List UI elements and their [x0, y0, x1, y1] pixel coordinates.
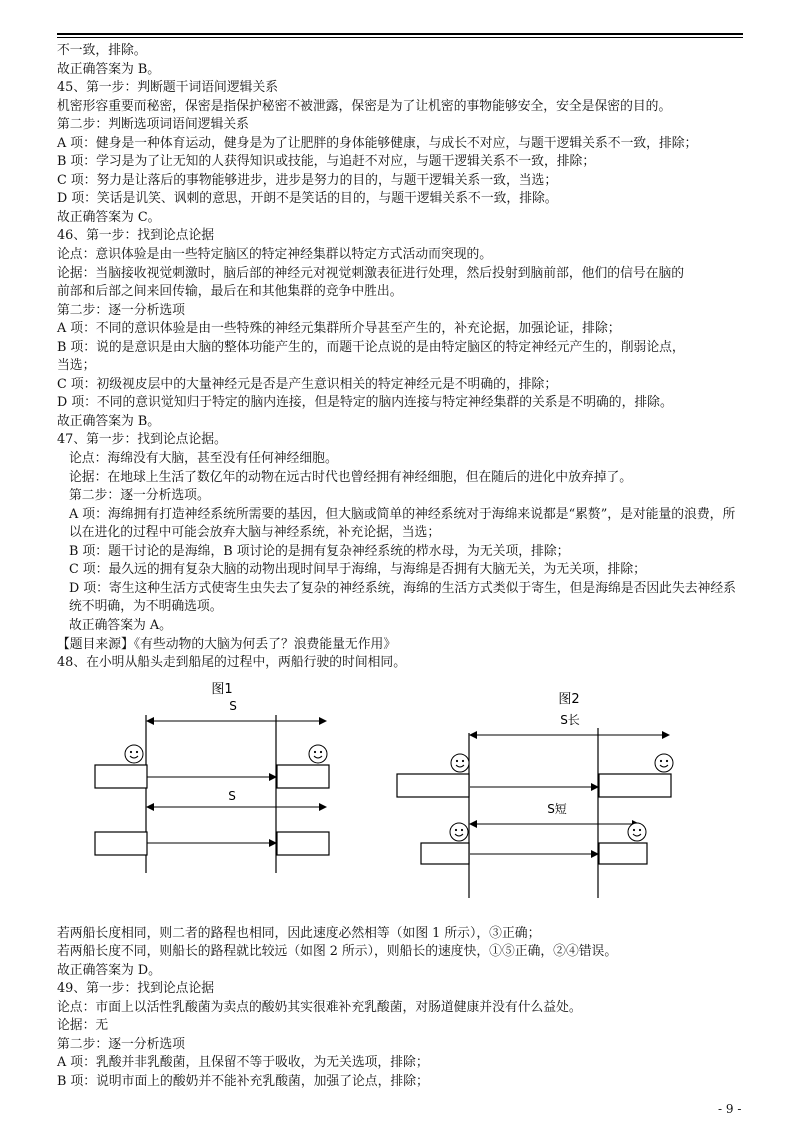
fig2-long-boat-end: [599, 774, 671, 797]
text-line: C 项：最久远的拥有复杂大脑的动物出现时间早于海绵，与海绵是否拥有大脑无关，为无关项，排除；: [69, 562, 646, 578]
fig2-label-s-long: S长: [560, 712, 580, 727]
text-block-q47-options: [57, 543, 745, 580]
text-line: 机密形容重要而秘密，保密是指保护秘密不被泄露，保密是为了让机密的事物能够安全，安全是保密的目的。: [57, 98, 672, 114]
text-line: B 项：说明市面上的酸奶并不能补充乳酸菌，加强了论点，排除；: [57, 1073, 429, 1089]
fig2-smiley-long-end: [655, 754, 673, 772]
text-line: 论据：在地球上生活了数亿年的动物在远古时代也曾经拥有神经细胞，但在随后的进化中放弃掉了。: [69, 469, 633, 485]
figure-1-title: 图1: [211, 681, 233, 697]
text-line: 若两船长度不同，则船长的路程就比较远（如图 2 所示），则船长的速度快，①⑤正确，②④错误。: [57, 944, 618, 960]
fig2-long-boat-start: [397, 774, 469, 797]
text-line: 论点：意识体验是由一些特定脑区的特定神经集群以特定方式活动而突现的。: [57, 247, 493, 263]
text-line: 故正确答案为 D。: [57, 962, 161, 978]
header-rule-thin: [57, 37, 743, 38]
text-line: 前部和后部之间来回传输，最后在和其他集群的竞争中胜出。: [57, 284, 403, 300]
fig2-short-boat-end: [599, 843, 647, 864]
text-line: 47、第一步：找到论点论据。: [57, 432, 227, 448]
text-block-top: [57, 42, 745, 450]
source-line: 【题目来源】《有些动物的大脑为何丢了？浪费能量无作用》: [57, 636, 397, 652]
fig1-label-s-bottom: S: [228, 788, 236, 803]
text-line: 论点：市面上以活性乳酸菌为卖点的酸奶其实很难补充乳酸菌，对肠道健康并没有什么益处。: [57, 999, 582, 1015]
fig2-label-s-short: S短: [547, 801, 567, 816]
text-line: A 项：乳酸并非乳酸菌，且保留不等于吸收，为无关选项，排除；: [57, 1055, 429, 1071]
text-line: 46、第一步：找到论点论据: [57, 228, 215, 244]
option-d-paragraph: D 项：寄生这种生活方式使寄生虫失去了复杂的神经系统，海绵的生活方式类似于寄生，但是海绵是否因此失去神经系统不明确，为不明确选项。: [69, 580, 736, 615]
fig1-smiley-end: [309, 745, 327, 763]
header-rule-thick: [57, 33, 743, 35]
text-line: A 项：不同的意识体验是由一些特殊的神经元集群所介导甚至产生的，补充论据，加强论证，排除；: [57, 321, 621, 337]
text-line: C 项：初级视皮层中的大量神经元是否是产生意识相关的特定神经元是不明确的，排除；: [57, 376, 558, 392]
boat-diagram: [57, 673, 745, 925]
text-line: 故正确答案为 B。: [57, 413, 161, 429]
fig1-label-s-top: S: [229, 698, 237, 713]
figure-2-title: 图2: [558, 691, 580, 707]
figure-2: [397, 692, 673, 898]
fig1-boat-b-end: [277, 832, 329, 855]
text-line: 第二步：逐一分析选项。: [69, 488, 210, 504]
text-line: 若两船长度相同，则二者的路程也相同，因此速度必然相等（如图 1 所示），③正确；: [57, 925, 541, 941]
text-line: B 项：说的是意识是由大脑的整体功能产生的，而题干论点说的是由特定脑区的特定神经元产生的，削弱论点，: [57, 339, 685, 355]
text-block-q47-indented: [57, 450, 745, 506]
text-line: 49、第一步：找到论点论据: [57, 981, 215, 997]
page-number: - 9 -: [718, 1102, 742, 1116]
text-line: A 项：健身是一种体育运动，健身是为了让肥胖的身体能够健康，与成长不对应，与题干逻辑关系不一致，排除；: [57, 135, 698, 151]
q48-intro: 48、在小明从船头走到船尾的过程中，两船行驶的时间相同。: [57, 655, 407, 671]
text-line: 论点：海绵没有大脑，甚至没有任何神经细胞。: [69, 451, 338, 467]
fig1-boat-a-start: [95, 765, 147, 788]
fig2-smiley-long-start: [451, 754, 469, 772]
option-a-paragraph: A 项：海绵拥有打造神经系统所需要的基因，但大脑或简单的神经系统对于海绵来说都是“累赘”，是对能量的浪费，所以在进化的过程中可能会放弃大脑与神经系统，补充论据，当选；: [69, 506, 736, 541]
answer-47: 故正确答案为 A。: [69, 617, 172, 633]
text-line: 论据：当脑接收视觉刺激时，脑后部的神经元对视觉刺激表征进行处理，然后投射到脑前部，他们的信号在脑的: [57, 265, 685, 281]
text-line: 第二步：逐一分析选项: [57, 302, 185, 318]
fig1-boat-a-end: [277, 765, 329, 788]
fig2-short-boat-start: [421, 843, 469, 864]
text-line: 第二步：判断选项词语间逻辑关系: [57, 117, 249, 133]
text-line: B 项：学习是为了让无知的人获得知识或技能，与追赶不对应，与题干逻辑关系不一致，排除；: [57, 154, 596, 170]
text-line: D 项：笑话是讥笑、讽刺的意思，开朗不是笑话的目的，与题干逻辑关系不一致，排除。: [57, 191, 558, 207]
fig2-smiley-short-end: [628, 823, 646, 841]
figure-1: [95, 682, 329, 873]
text-line: D 项：不同的意识觉知归于特定的脑内连接，但是特定的脑内连接与特定神经集群的关系是不明确的，排除。: [57, 395, 673, 411]
text-line: C 项：努力是让落后的事物能够进步，进步是努力的目的，与题干逻辑关系一致，当选；: [57, 172, 558, 188]
text-line: B 项：题干讨论的是海绵，B 项讨论的是拥有复杂神经系统的栉水母，为无关项，排除；: [69, 543, 570, 559]
text-line: 故正确答案为 C。: [57, 209, 161, 225]
text-line: 当选；: [57, 358, 96, 374]
fig1-smiley-start: [125, 745, 143, 763]
fig2-smiley-short-start: [450, 823, 468, 841]
boat-figures: [57, 673, 745, 925]
text-line: 第二步：逐一分析选项: [57, 1036, 185, 1052]
fig1-boat-b-start: [95, 832, 147, 855]
text-line: 论据：无: [57, 1018, 109, 1034]
text-line: 45、第一步：判断题干词语间逻辑关系: [57, 80, 279, 96]
page-content: [57, 42, 745, 1092]
text-line: 故正确答案为 B。: [57, 61, 161, 77]
text-block-bottom: [57, 925, 745, 1092]
text-line: 不一致，排除。: [57, 43, 147, 58]
